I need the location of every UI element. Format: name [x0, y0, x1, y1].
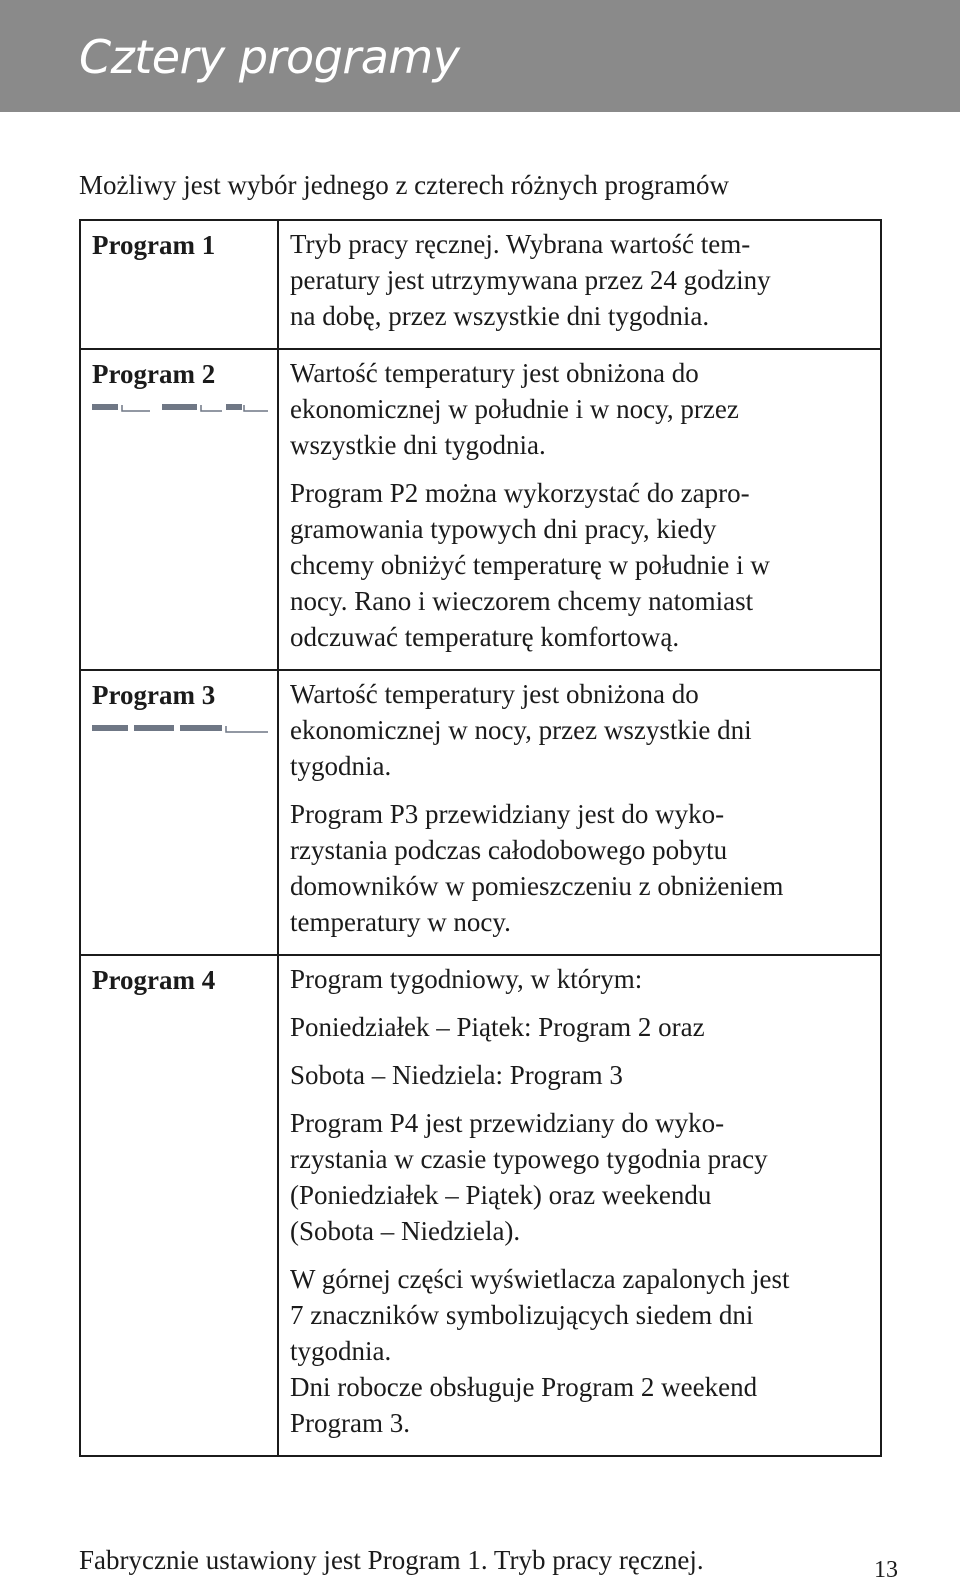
description-line: (Sobota – Niedziela).: [290, 1216, 521, 1246]
description-paragraph: [290, 796, 870, 940]
program-description-cell: [278, 349, 881, 670]
programs-table-body: [80, 220, 881, 1456]
description-line: (Poniedziałek – Piątek) oraz weekendu: [290, 1180, 712, 1210]
description-line: rzystania podczas całodobowego pobytu: [290, 835, 728, 865]
day-pattern-p2-icon: [92, 400, 268, 414]
program-label-cell: [80, 670, 278, 955]
description-line: Program P3 przewidziany jest do wyko-: [290, 799, 725, 829]
program-label: Program 3: [92, 680, 216, 710]
description-line: Program tygodniowy, w którym:: [290, 964, 643, 994]
description-paragraph: [290, 355, 870, 463]
description-paragraph: [290, 226, 870, 334]
program-label-cell: [80, 349, 278, 670]
description-line: ekonomicznej w południe i w nocy, przez: [290, 394, 739, 424]
description-line: Program P2 można wykorzystać do zapro-: [290, 478, 750, 508]
description-line: ekonomicznej w nocy, przez wszystkie dni: [290, 715, 752, 745]
program-row: [80, 955, 881, 1456]
description-line: peratury jest utrzymywana przez 24 godziny: [290, 265, 771, 295]
description-line: temperatury w nocy.: [290, 907, 511, 937]
description-paragraph: [290, 1057, 870, 1093]
description-paragraph: [290, 961, 870, 997]
program-label-cell: [80, 220, 278, 349]
description-line: Poniedziałek – Piątek: Program 2 oraz: [290, 1012, 705, 1042]
program-description-cell: [278, 670, 881, 955]
program-label: Program 4: [92, 965, 216, 995]
program-row: [80, 349, 881, 670]
program-label: Program 1: [92, 230, 216, 260]
description-line: domowników w pomieszczeniu z obniżeniem: [290, 871, 784, 901]
program-row: [80, 220, 881, 349]
programs-table: [79, 219, 882, 1457]
program-description-cell: [278, 220, 881, 349]
page-number: 13: [874, 1557, 898, 1583]
header-band: [0, 0, 960, 112]
description-line: Wartość temperatury jest obniżona do: [290, 358, 699, 388]
description-paragraph: [290, 1009, 870, 1045]
description-line: Tryb pracy ręcznej. Wybrana wartość tem-: [290, 229, 751, 259]
description-paragraph: [290, 676, 870, 784]
description-line: Program 3.: [290, 1408, 410, 1438]
description-paragraph: [290, 1261, 870, 1441]
description-paragraph: [290, 1105, 870, 1249]
description-line: chcemy obniżyć temperaturę w południe i w: [290, 550, 770, 580]
description-line: odczuwać temperaturę komfortową.: [290, 622, 680, 652]
description-line: rzystania w czasie typowego tygodnia pracy: [290, 1144, 768, 1174]
description-paragraph: [290, 475, 870, 655]
footer-note: Fabrycznie ustawiony jest Program 1. Tryb pracy ręcznej.: [79, 1545, 704, 1575]
program-label-cell: [80, 955, 278, 1456]
day-pattern-p3-icon: [92, 721, 268, 735]
description-line: na dobę, przez wszystkie dni tygodnia.: [290, 301, 710, 331]
intro-text: Możliwy jest wybór jednego z czterech różnych programów: [79, 170, 730, 200]
description-line: tygodnia.: [290, 1336, 392, 1366]
description-line: Dni robocze obsługuje Program 2 weekend: [290, 1372, 758, 1402]
page-title: Cztery programy: [79, 30, 460, 84]
description-line: nocy. Rano i wieczorem chcemy natomiast: [290, 586, 754, 616]
program-row: [80, 670, 881, 955]
description-line: gramowania typowych dni pracy, kiedy: [290, 514, 717, 544]
description-line: tygodnia.: [290, 751, 392, 781]
description-line: wszystkie dni tygodnia.: [290, 430, 546, 460]
program-label: Program 2: [92, 359, 216, 389]
description-line: Program P4 jest przewidziany do wyko-: [290, 1108, 725, 1138]
description-line: 7 znaczników symbolizujących siedem dni: [290, 1300, 754, 1330]
description-line: Wartość temperatury jest obniżona do: [290, 679, 699, 709]
description-line: Sobota – Niedziela: Program 3: [290, 1060, 623, 1090]
description-line: W górnej części wyświetlacza zapalonych jest: [290, 1264, 790, 1294]
program-description-cell: [278, 955, 881, 1456]
